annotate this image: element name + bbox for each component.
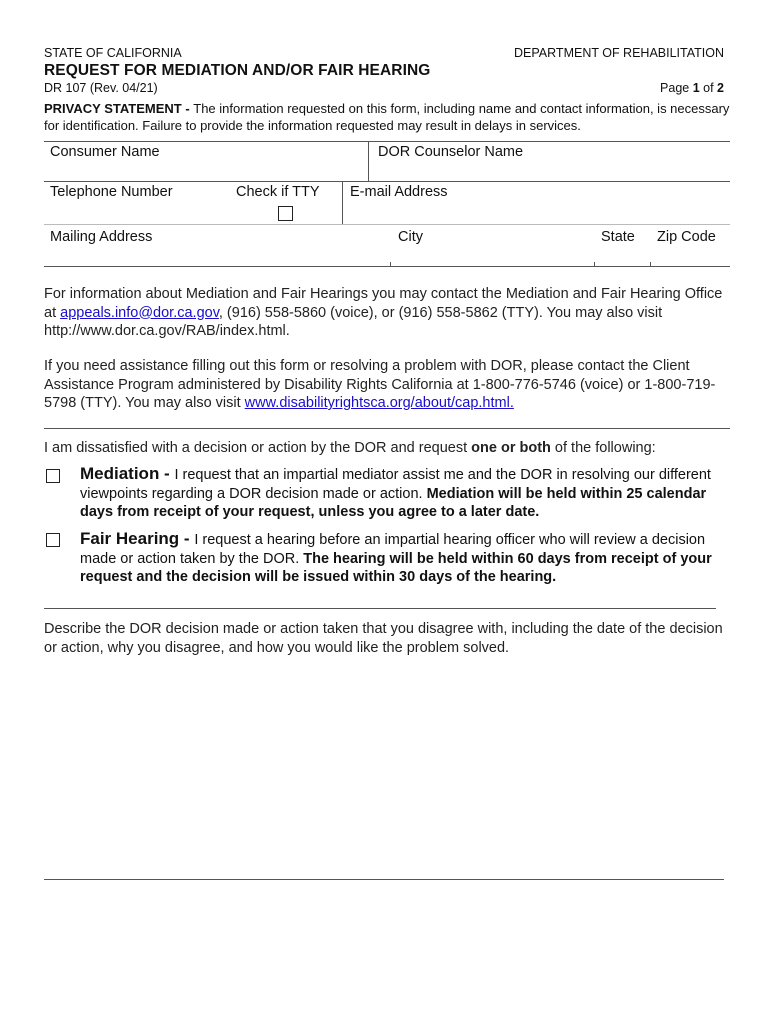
cap-website-link[interactable]: www.disabilityrightsca.org/about/cap.html. (244, 395, 514, 411)
info2-pre: If you need assistance filling out this form or resolving a problem with DOR, please contact the Client Assistance Program administered by Disability Rights California at 1-800-776-5746 (voice) or 1-800-719-5798 (TTY). You may also visit (44, 358, 716, 411)
fair-hearing-text: I request a hearing before an impartial hearing officer who will review a decision made or action taken by the DOR. (80, 532, 706, 567)
telephone-field[interactable]: Telephone Number (50, 184, 173, 200)
state-field[interactable]: State (601, 229, 635, 245)
request-bold: one or both (471, 440, 551, 456)
mediation-checkbox[interactable] (46, 469, 60, 483)
request-post: of the following: (550, 440, 656, 456)
field-grid-bottom-border (44, 266, 730, 267)
tty-checkbox[interactable] (278, 206, 293, 221)
mediation-title: Mediation - (80, 464, 175, 483)
client-assistance-info (44, 357, 730, 413)
page-indicator (660, 81, 724, 95)
field-row-border (44, 181, 730, 182)
request-pre: I am dissatisfied with a decision or action by the DOR and request (44, 440, 472, 456)
info1-pre: For information about Mediation and Fair Hearings you may contact the Mediation and Fair Hearing Office at (44, 286, 723, 321)
describe-instructions: Describe the DOR decision made or action taken that you disagree with, including the date of the decision or action, why you disagree, and how you would like the problem solved. (44, 621, 723, 656)
page-total: 2 (717, 81, 724, 95)
page-current: 1 (692, 81, 700, 95)
description-bottom-line (44, 879, 724, 880)
mediation-bold: Mediation will be held within 25 calendar days from receipt of your request, unless you agree to a later date. (80, 485, 707, 520)
field-grid-top-border (44, 141, 730, 142)
field-row-border (44, 224, 730, 225)
form-title: REQUEST FOR MEDIATION AND/OR FAIR HEARING (44, 62, 431, 79)
fair-hearing-option (80, 530, 720, 587)
privacy-text: The information requested on this form, including name and contact information, is necessary for identification. Failure to provide the information requested may result in delays in services. (44, 101, 730, 133)
field-tick (650, 262, 651, 267)
page-prefix: Page (660, 81, 693, 95)
privacy-statement (44, 100, 734, 134)
fair-hearing-checkbox[interactable] (46, 533, 60, 547)
zip-field[interactable]: Zip Code (657, 229, 716, 245)
city-field[interactable]: City (398, 229, 423, 245)
section-divider (44, 608, 716, 609)
section-divider (44, 428, 730, 429)
page-mid: of (699, 81, 718, 95)
field-tick (390, 262, 391, 267)
privacy-label: PRIVACY STATEMENT - (44, 101, 194, 116)
request-statement (44, 439, 730, 458)
department-label: DEPARTMENT OF REHABILITATION (514, 46, 724, 60)
mediation-text: I request that an impartial mediator assist me and the DOR in resolving our different viewpoints regarding a DOR decision made or action. (80, 467, 711, 502)
info1-post: , (916) 558-5860 (voice), or (916) 558-5862 (TTY). You may also visit http://www.dor.ca.gov/RAB/index.html. (44, 304, 663, 339)
tty-label: Check if TTY (236, 184, 320, 200)
description-textarea[interactable] (44, 660, 724, 878)
mailing-address-field[interactable]: Mailing Address (50, 229, 153, 245)
consumer-name-field[interactable]: Consumer Name (50, 144, 160, 160)
appeals-email-link[interactable]: appeals.info@dor.ca.gov (60, 304, 219, 321)
state-label: STATE OF CALIFORNIA (44, 46, 182, 60)
field-divider (342, 181, 343, 224)
fair-hearing-bold: The hearing will be held within 60 days from receipt of your request and the decision will be issued within 30 days of the hearing. (80, 550, 712, 585)
fair-hearing-title: Fair Hearing - (80, 529, 195, 548)
field-divider (368, 141, 369, 182)
email-field[interactable]: E-mail Address (350, 184, 448, 200)
field-tick (594, 262, 595, 267)
mediation-office-info (44, 285, 730, 341)
mediation-option (80, 465, 730, 522)
counselor-name-field[interactable]: DOR Counselor Name (378, 144, 524, 160)
form-revision: DR 107 (Rev. 04/21) (44, 81, 158, 95)
